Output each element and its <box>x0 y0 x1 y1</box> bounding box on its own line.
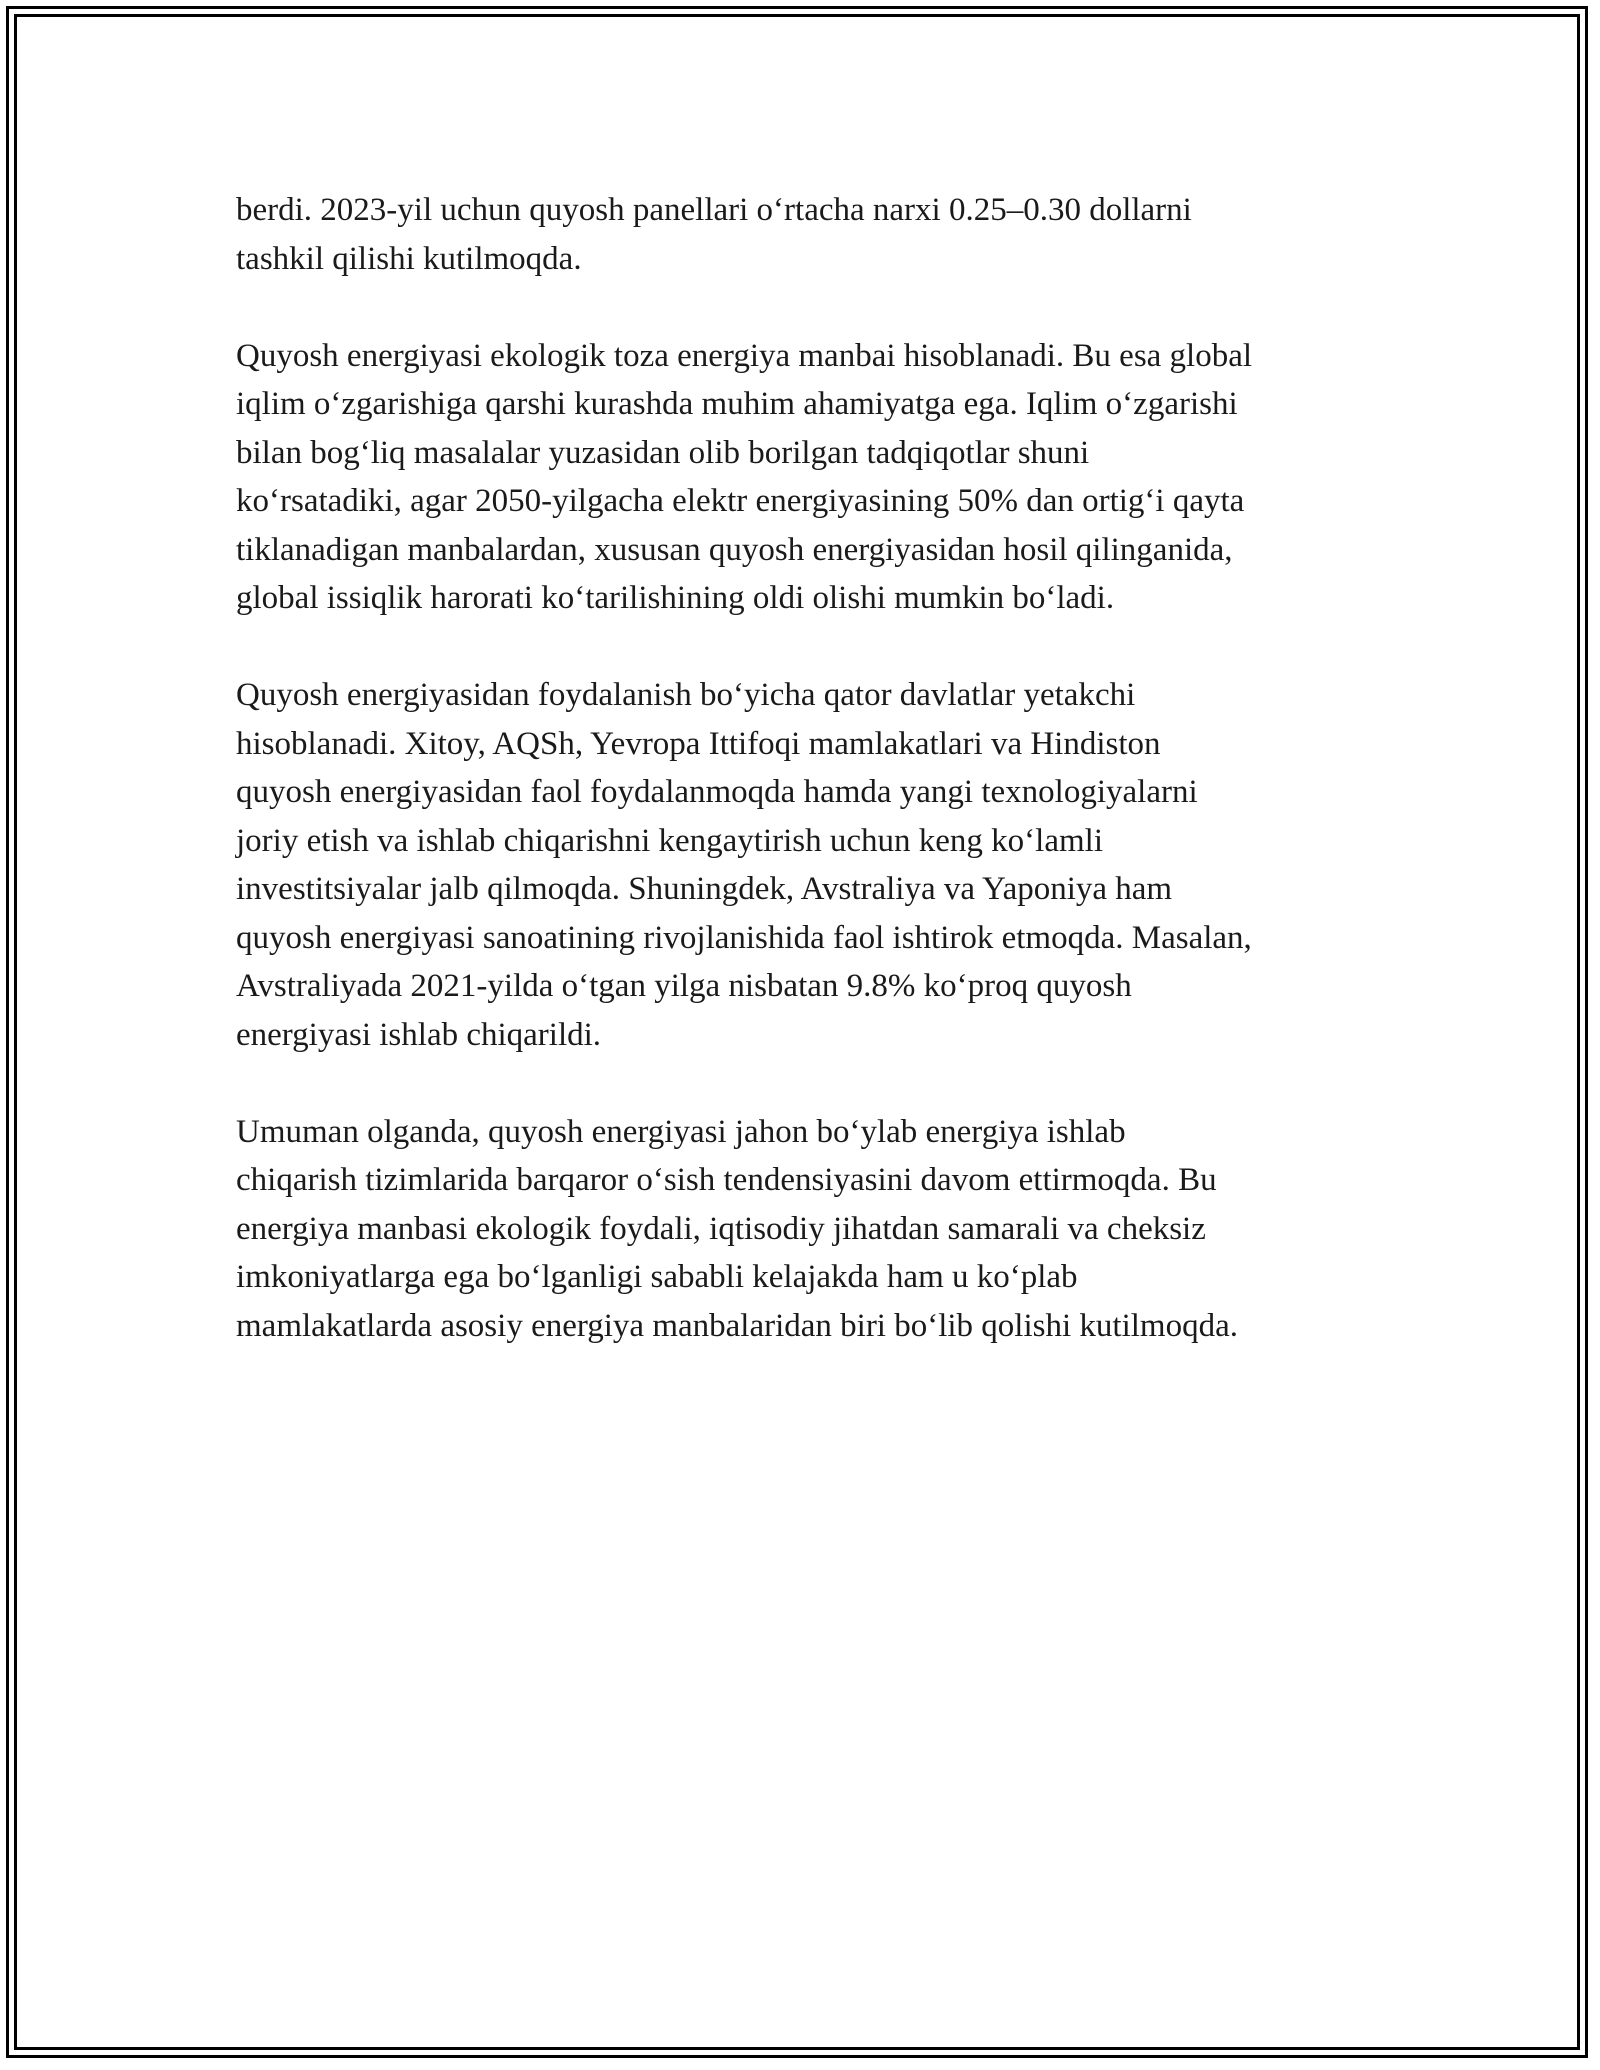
paragraph-panel-prices: berdi. 2023-yil uchun quyosh panellari o‘rtacha narxi 0.25–0.30 dollarni tashkil qilishi kutilmoqda. <box>236 192 1192 277</box>
paragraph-leading-countries: Quyosh energiyasidan foydalanish bo‘yicha qator davlatlar yetakchi hisoblanadi. Xitoy, AQSh, Yevropa Ittifoqi mamlakatlari va Hindiston quyosh energiyasidan faol foydalanmoqda hamda yangi texnologiyalarni joriy etish va ishlab chiqarishni kengaytirish uchun keng ko‘lamli investitsiyalar jalb qilmoqda. Shuningdek, Avstraliya va Yaponiya ham quyosh energiyasi sanoatining rivojlanishida faol ishtirok etmoqda. Masalan, Avstraliyada 2021-yilda o‘tgan yilga nisbatan 9.8% ko‘proq quyosh energiyasi ishlab chiqarildi. <box>236 677 1252 1053</box>
paragraph-conclusion: Umuman olganda, quyosh energiyasi jahon bo‘ylab energiya ishlab chiqarish tizimlarida barqaror o‘sish tendensiyasini davom ettirmoqda. Bu energiya manbasi ekologik foydali, iqtisodiy jihatdan samarali va cheksiz imkoniyatlarga ega bo‘lganligi sababli kelajakda ham u ko‘plab mamlakatlarda asosiy energiya manbalaridan biri bo‘lib qolishi kutilmoqda. <box>236 1113 1238 1344</box>
paragraph-climate-impact: Quyosh energiyasi ekologik toza energiya manbai hisoblanadi. Bu esa global iqlim o‘zgarishiga qarshi kurashda muhim ahamiyatga ega. Iqlim o‘zgarishi bilan bog‘liq masalalar yuzasidan olib borilgan tadqiqotlar shuni ko‘rsatadiki, agar 2050-yilgacha elektr energiyasining 50% dan ortig‘i qayta tiklanadigan manbalardan, xususan quyosh energiyasidan hosil qilinganida, global issiqlik harorati ko‘tarilishining oldi olishi mumkin bo‘ladi. <box>236 337 1253 616</box>
document-body <box>236 186 1376 1399</box>
